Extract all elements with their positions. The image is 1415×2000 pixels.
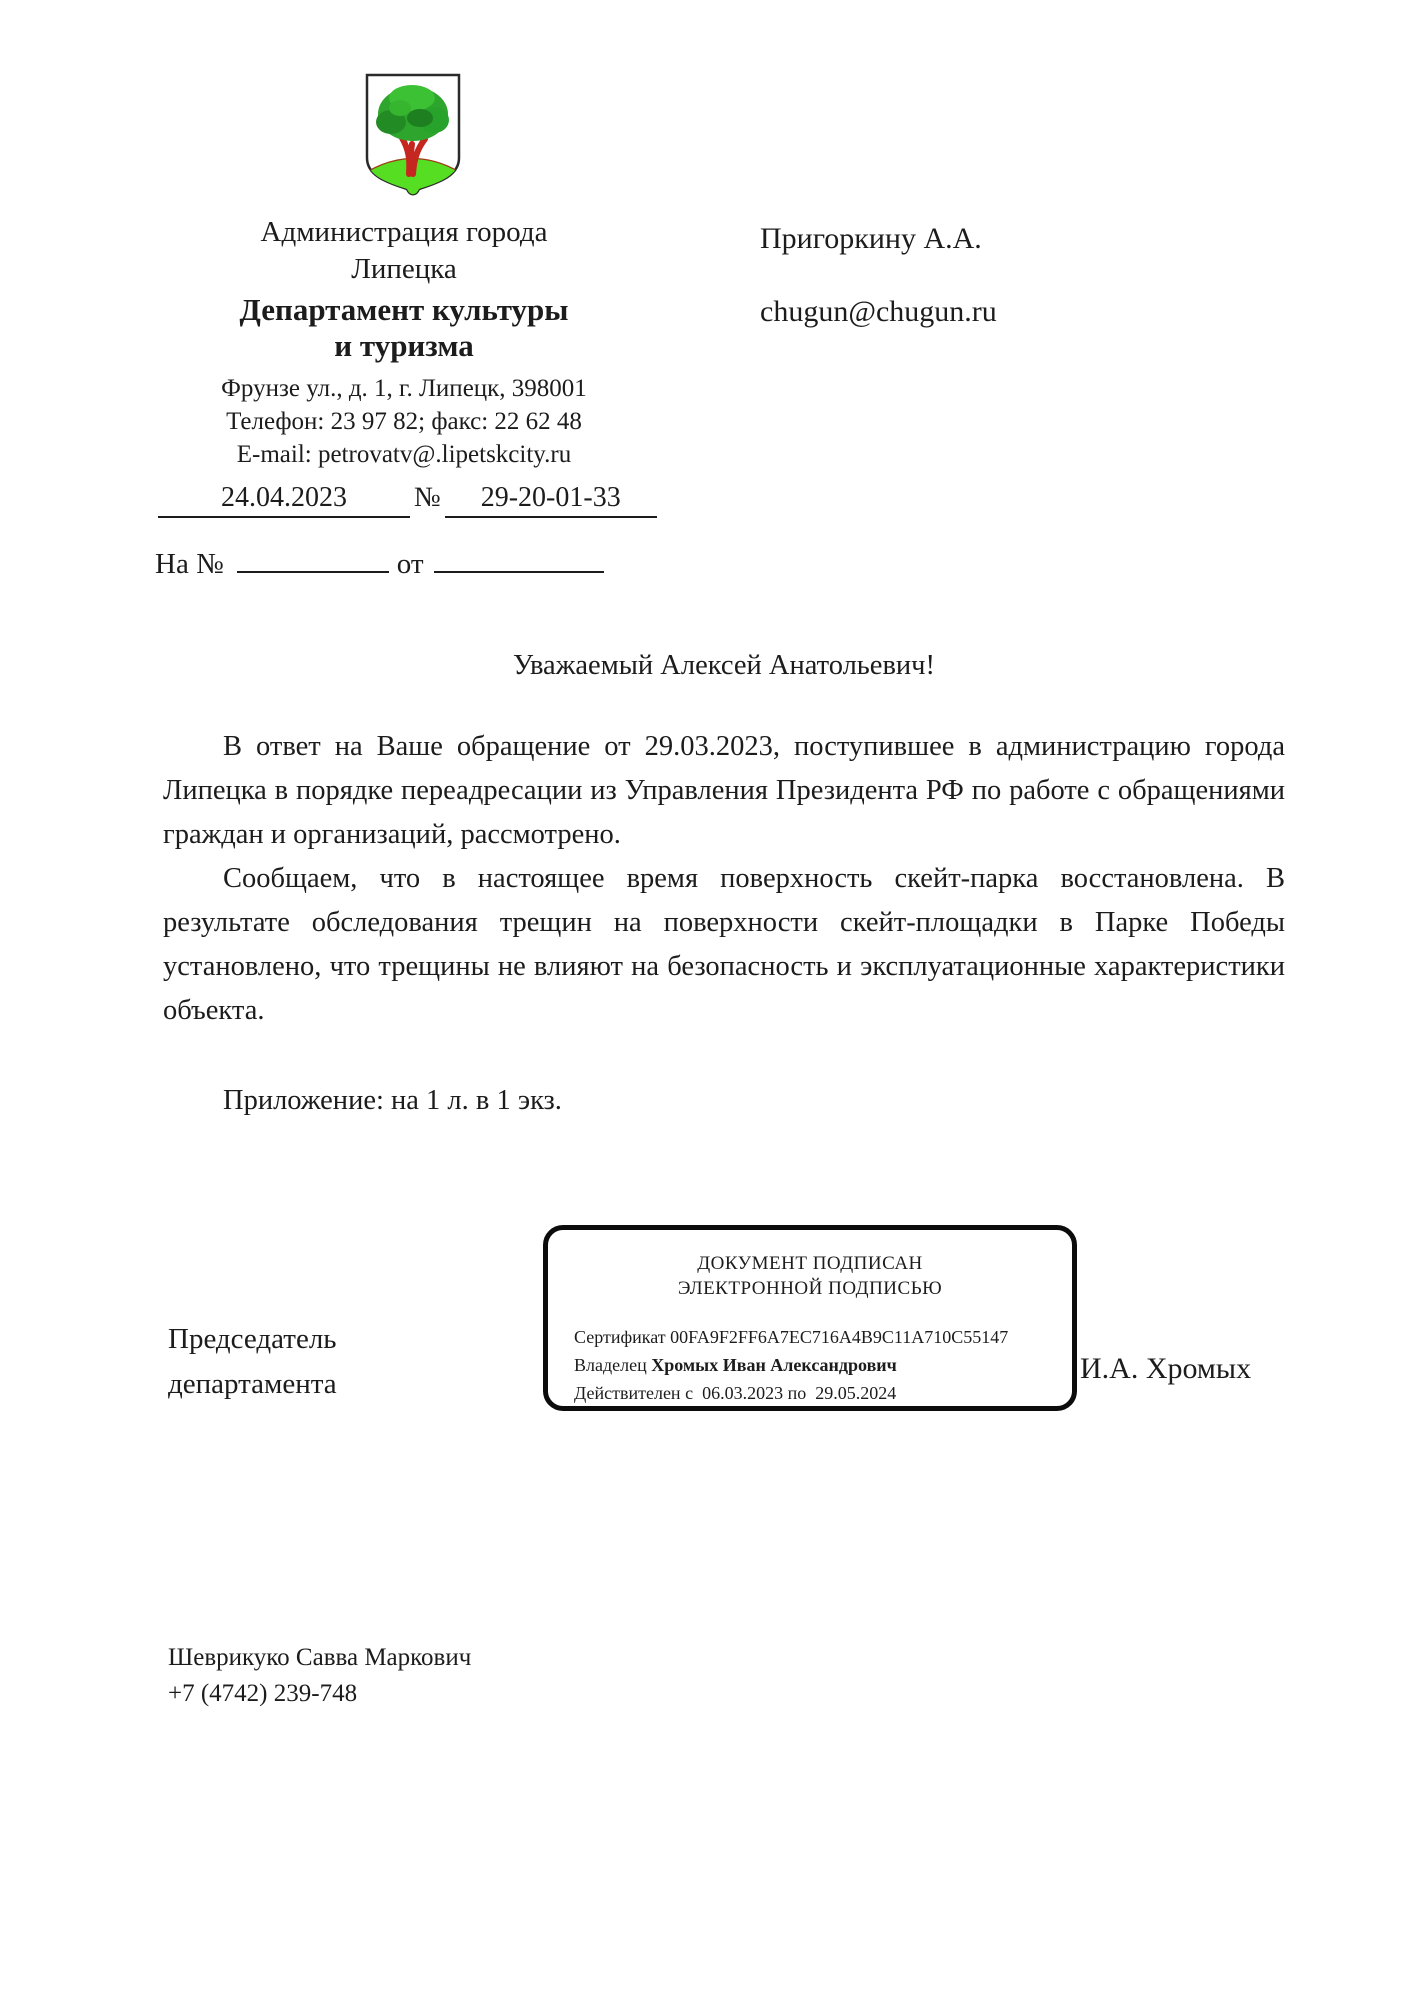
signer-title-line2: департамента <box>168 1368 337 1400</box>
salutation: Уважаемый Алексей Анатольевич! <box>513 650 935 681</box>
stamp-owner-line <box>574 1351 1062 1379</box>
signer-name: И.А. Хромых <box>1080 1352 1252 1385</box>
reference-line <box>158 482 657 518</box>
executor-block <box>168 1640 471 1712</box>
owner-label: Владелец <box>574 1355 647 1375</box>
letterhead-address: Фрунзе ул., д. 1, г. Липецк, 398001 <box>221 375 587 402</box>
letterhead-email: E-mail: petrovatv@.lipetskcity.ru <box>236 441 572 468</box>
org-name-line1: Администрация города <box>260 216 548 248</box>
body-paragraph-2: Сообщаем, что в настоящее время поверхность скейт-парка восстановлена. В результате обследования трещин на поверхности скейт-площадки в Парке Победы установлено, что трещины не влияют на безопасность и эксплуатационные характеристики объекта. <box>163 863 1285 1026</box>
letter-number: 29-20-01-33 <box>445 482 657 518</box>
stamp-heading-line2: ЭЛЕКТРОННОЙ ПОДПИСЬЮ <box>677 1278 943 1299</box>
validity-from-date: 06.03.2023 <box>702 1383 784 1403</box>
reply-date-blank <box>434 541 604 573</box>
executor-name: Шеврикуко Савва Маркович <box>168 1644 472 1671</box>
validity-label: Действителен с <box>574 1383 694 1403</box>
recipient-block <box>760 220 997 331</box>
validity-to-label: по <box>787 1383 807 1403</box>
validity-to-date: 29.05.2024 <box>815 1383 897 1403</box>
recipient-email: chugun@chugun.ru <box>760 295 997 328</box>
lipetsk-coat-of-arms-icon <box>362 70 464 200</box>
stamp-heading-line1: ДОКУМЕНТ ПОДПИСАН <box>697 1253 923 1274</box>
org-name-line2: Липецка <box>351 253 457 285</box>
body-paragraph-1: В ответ на Ваше обращение от 29.03.2023, поступившее в администрацию города Липецка в порядке переадресации из Управления Президента РФ по работе с обращениями граждан и организаций, рассмотрено. <box>163 731 1285 850</box>
reply-number-blank <box>237 541 389 573</box>
reply-from-label: от <box>396 548 424 580</box>
coat-of-arms-svg <box>362 70 464 200</box>
attachment-line: Приложение: на 1 л. в 1 экз. <box>223 1085 562 1116</box>
certificate-label: Сертификат <box>574 1327 666 1347</box>
letterhead-phone: Телефон: 23 97 82; факс: 22 62 48 <box>226 408 582 435</box>
dept-name-line2: и туризма <box>334 328 474 363</box>
signer-title-line1: Председатель <box>168 1323 337 1355</box>
executor-phone: +7 (4742) 239-748 <box>168 1680 358 1707</box>
owner-name: Хромых Иван Александрович <box>651 1355 897 1375</box>
letter-date: 24.04.2023 <box>158 482 410 518</box>
stamp-validity-line <box>574 1379 1062 1407</box>
dept-name-line1: Департамент культуры <box>239 292 569 327</box>
stamp-certificate-line <box>574 1323 1062 1351</box>
certificate-value: 00FA9F2FF6A7EC716A4B9C11A710C55147 <box>670 1327 1009 1347</box>
number-sign: № <box>414 482 441 513</box>
letter-body <box>163 644 1285 1123</box>
digital-signature-stamp <box>543 1225 1077 1411</box>
reply-reference-line <box>155 541 604 581</box>
recipient-name: Пригоркину А.А. <box>760 222 982 255</box>
letterhead <box>148 214 660 471</box>
reply-prefix: На № <box>155 548 224 580</box>
signer-title <box>168 1317 337 1407</box>
